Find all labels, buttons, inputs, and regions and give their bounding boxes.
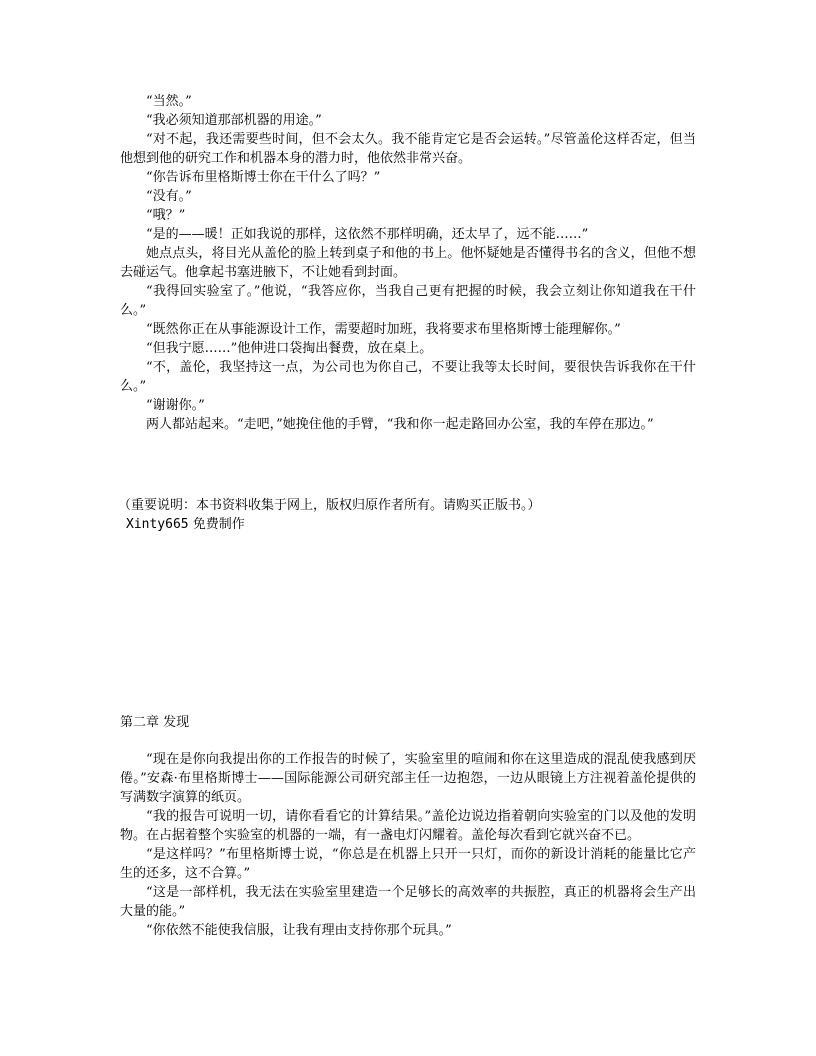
paragraph: “对不起，我还需要些时间，但不会太久。我不能肯定它是否会运转。”尽管盖伦这样否定，但当他想到他的研究工作和机器本身的潜力时，他依然非常兴奋。: [120, 132, 696, 166]
copyright-notice: [118, 496, 718, 534]
paragraph: “你依然不能使我信服，让我有理由支持你那个玩具。”: [146, 923, 452, 938]
producer-credit: [118, 515, 718, 534]
disclaimer-text: （重要说明：本书资料收集于网上，版权归原作者所有。请购买正版书。）: [118, 498, 541, 513]
paragraph: “我得回实验室了。”他说，“我答应你，当我自己更有把握的时候，我会立刻让你知道我在干什么。”: [120, 284, 696, 318]
paragraph: “现在是你向我提出你的工作报告的时候了，实验室里的喧闹和你在这里造成的混乱使我感到厌倦。”安森·布里格斯博士——国际能源公司研究部主任一边抱怨，一边从眼镜上方注视着盖伦提供的写满数字演算的纸页。: [120, 752, 696, 805]
paragraph: “你告诉布里格斯博士你在干什么了吗？”: [146, 170, 381, 185]
paragraph: “哦？”: [146, 208, 186, 223]
producer-id: Xinty665: [126, 517, 189, 532]
paragraph: “既然你正在从事能源设计工作，需要超时加班，我将要求布里格斯博士能理解你。”: [146, 322, 621, 337]
paragraph: “是这样吗？”布里格斯博士说，“你总是在机器上只开一只灯，而你的新设计消耗的能量比它产生的还多，这不合算。”: [120, 847, 696, 881]
paragraph: “我必须知道那部机器的用途。”: [146, 113, 322, 128]
paragraph: “这是一部样机，我无法在实验室里建造一个足够长的高效率的共振腔，真正的机器将会生产出大量的能。”: [120, 885, 696, 919]
producer-suffix: 免费制作: [188, 517, 245, 532]
section-one-text: [120, 92, 696, 434]
paragraph: “是的——暖！正如我说的那样，这依然不那样明确，还太早了，远不能……”: [146, 227, 589, 242]
paragraph: “谢谢你。”: [146, 398, 205, 413]
paragraph: 两人都站起来。“走吧，”她挽住他的手臂，“我和你一起走路回办公室，我的车停在那边。”: [146, 417, 654, 432]
chapter-heading: 第二章 发现: [120, 715, 190, 730]
paragraph: 她点点头，将目光从盖伦的脸上转到桌子和他的书上。他怀疑她是否懂得书名的含义，但他不想去碰运气。他拿起书塞进腋下，不让她看到封面。: [120, 246, 696, 280]
paragraph: “没有。”: [146, 189, 192, 204]
paragraph: “当然。”: [146, 94, 192, 109]
paragraph: “但我宁愿……”他伸进口袋掏出餐费，放在桌上。: [146, 341, 433, 356]
paragraph: “我的报告可说明一切，请你看看它的计算结果。”盖伦边说边指着朝向实验室的门以及他的发明物。在占据着整个实验室的机器的一端，有一盏电灯闪耀着。盖伦每次看到它就兴奋不已。: [120, 809, 696, 843]
section-two-text: [120, 750, 696, 940]
paragraph: “不，盖伦，我坚持这一点，为公司也为你自己，不要让我等太长时间，要很快告诉我你在干什么。”: [120, 360, 696, 394]
